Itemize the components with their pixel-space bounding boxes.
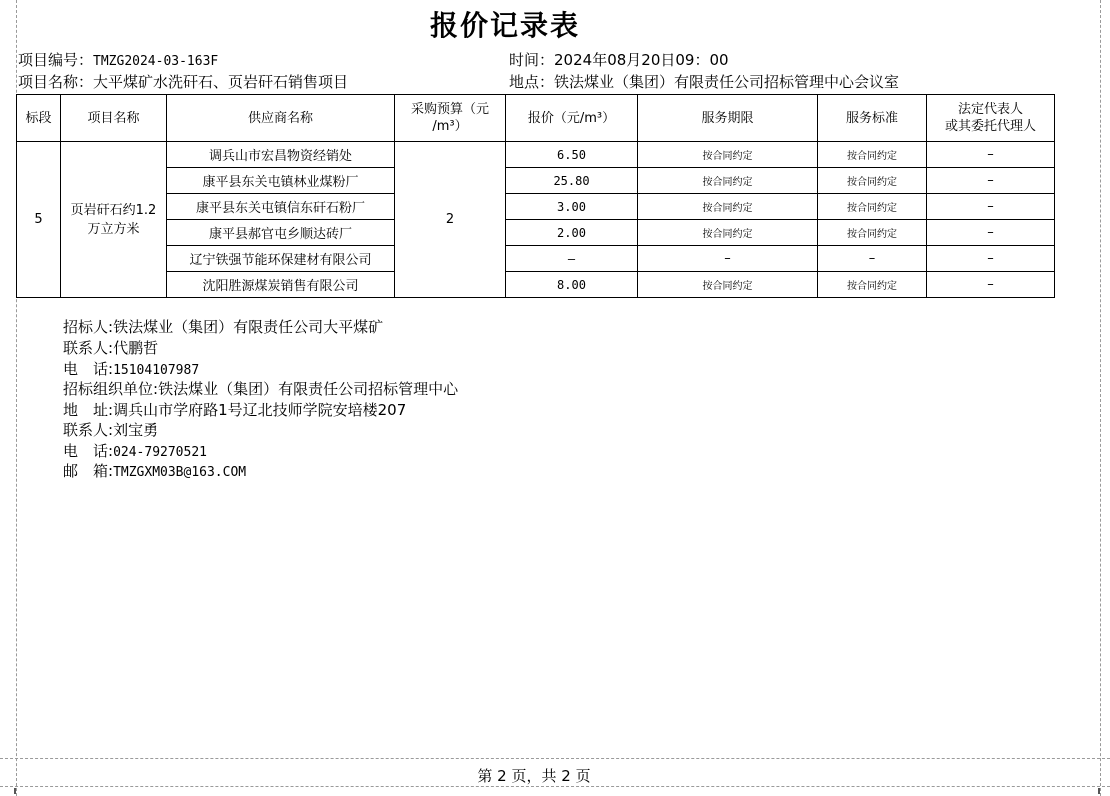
margin-guide-footer-top xyxy=(0,758,1110,759)
meeting-time xyxy=(509,50,729,70)
project-number-value: TMZG2024-03-163F xyxy=(93,54,219,69)
contact-line-person xyxy=(63,338,158,358)
contact-label: 地 址: xyxy=(63,401,114,419)
cell-supplier: 康平县东关屯镇信东矸石粉厂 xyxy=(167,194,395,220)
cell-rep: – xyxy=(927,194,1055,220)
contact-line-person2 xyxy=(63,420,158,440)
cell-period: 按合同约定 xyxy=(638,194,818,220)
header-rep-line1: 法定代表人 xyxy=(957,102,1023,117)
header-rep xyxy=(927,95,1055,142)
header-rep-line2: 或其委托代理人 xyxy=(944,119,1036,134)
cell-price: 25.80 xyxy=(506,168,638,194)
meeting-time-value: 2024年08月20日09：00 xyxy=(554,51,729,69)
document-title: 报价记录表 xyxy=(429,9,580,42)
contact-line-address xyxy=(63,400,406,420)
contact-label: 邮 箱: xyxy=(63,462,114,480)
cell-rep: – xyxy=(927,168,1055,194)
contact-value: 代鹏哲 xyxy=(113,339,159,357)
contact-label: 电 话: xyxy=(63,360,114,378)
cell-rep: – xyxy=(927,220,1055,246)
cell-rep: – xyxy=(927,142,1055,168)
contact-line-phone xyxy=(63,359,199,381)
cell-item-line1: 页岩矸石约1.2 xyxy=(70,202,157,218)
cell-price: – xyxy=(506,246,638,272)
cell-rep: – xyxy=(927,246,1055,272)
cell-budget: 2 xyxy=(395,142,506,298)
cell-item xyxy=(61,142,167,298)
page-corner-mark xyxy=(14,788,16,794)
page-number: 第 2 页，共 2 页 xyxy=(477,767,591,785)
quote-table xyxy=(16,94,1055,298)
table-header-row xyxy=(17,95,1055,142)
contact-label: 招标组织单位: xyxy=(63,380,159,398)
cell-supplier: 沈阳胜源煤炭销售有限公司 xyxy=(167,272,395,298)
cell-period: 按合同约定 xyxy=(638,168,818,194)
contact-label: 联系人: xyxy=(63,421,114,439)
contact-label: 招标人: xyxy=(63,318,114,336)
contact-value: 刘宝勇 xyxy=(113,421,159,439)
cell-supplier: 调兵山市宏昌物资经销处 xyxy=(167,142,395,168)
cell-standard: – xyxy=(818,246,927,272)
contact-value: 调兵山市学府路1号辽北技师学院安培楼207 xyxy=(113,401,407,419)
cell-price: 8.00 xyxy=(506,272,638,298)
project-name-value: 大平煤矿水洗矸石、页岩矸石销售项目 xyxy=(93,73,349,91)
margin-guide-right xyxy=(1100,0,1101,796)
table-row xyxy=(17,168,1055,194)
margin-guide-footer-bottom xyxy=(0,786,1110,787)
meeting-location-label: 地点： xyxy=(509,73,555,91)
contact-value: 铁法煤业（集团）有限责任公司大平煤矿 xyxy=(113,318,384,336)
header-section: 标段 xyxy=(17,95,61,142)
cell-supplier: 康平县郝官屯乡顺达砖厂 xyxy=(167,220,395,246)
contact-label: 电 话: xyxy=(63,442,114,460)
meeting-location-value: 铁法煤业（集团）有限责任公司招标管理中心会议室 xyxy=(554,73,900,91)
cell-period: 按合同约定 xyxy=(638,142,818,168)
cell-section: 5 xyxy=(17,142,61,298)
cell-period: – xyxy=(638,246,818,272)
table-row xyxy=(17,246,1055,272)
contact-value: 铁法煤业（集团）有限责任公司招标管理中心 xyxy=(158,380,459,398)
cell-price: 3.00 xyxy=(506,194,638,220)
cell-rep: – xyxy=(927,272,1055,298)
table-row xyxy=(17,272,1055,298)
cell-period: 按合同约定 xyxy=(638,272,818,298)
meeting-location xyxy=(509,72,899,92)
project-number-label: 项目编号： xyxy=(18,51,94,69)
contact-line-email xyxy=(63,461,246,483)
header-budget-line1: 采购预算（元 xyxy=(410,102,489,117)
header-standard: 服务标准 xyxy=(818,95,927,142)
cell-item-line2: 万立方米 xyxy=(87,221,140,237)
cell-standard: 按合同约定 xyxy=(818,142,927,168)
project-name-label: 项目名称： xyxy=(18,73,94,91)
contact-value: TMZGXM03B@163.COM xyxy=(113,465,247,480)
cell-price: 2.00 xyxy=(506,220,638,246)
cell-standard: 按合同约定 xyxy=(818,168,927,194)
table-row xyxy=(17,194,1055,220)
table-row xyxy=(17,142,1055,168)
contact-line-organizer xyxy=(63,379,458,399)
header-budget xyxy=(395,95,506,142)
contact-line-tenderer xyxy=(63,317,383,337)
project-number xyxy=(18,50,218,72)
meeting-time-label: 时间： xyxy=(509,51,555,69)
contact-line-phone2 xyxy=(63,441,207,463)
cell-period: 按合同约定 xyxy=(638,220,818,246)
table-row xyxy=(17,220,1055,246)
header-item: 项目名称 xyxy=(61,95,167,142)
header-period: 服务期限 xyxy=(638,95,818,142)
header-budget-line2: /m³） xyxy=(432,119,468,134)
contact-value: 15104107987 xyxy=(113,363,200,378)
cell-standard: 按合同约定 xyxy=(818,220,927,246)
contact-label: 联系人: xyxy=(63,339,114,357)
project-name xyxy=(18,72,348,92)
header-price: 报价（元/m³） xyxy=(506,95,638,142)
cell-price: 6.50 xyxy=(506,142,638,168)
contact-value: 024-79270521 xyxy=(113,445,207,460)
header-supplier: 供应商名称 xyxy=(167,95,395,142)
cell-supplier: 康平县东关屯镇林业煤粉厂 xyxy=(167,168,395,194)
page-corner-mark xyxy=(1098,788,1100,794)
cell-standard: 按合同约定 xyxy=(818,194,927,220)
cell-supplier: 辽宁铁强节能环保建材有限公司 xyxy=(167,246,395,272)
cell-standard: 按合同约定 xyxy=(818,272,927,298)
